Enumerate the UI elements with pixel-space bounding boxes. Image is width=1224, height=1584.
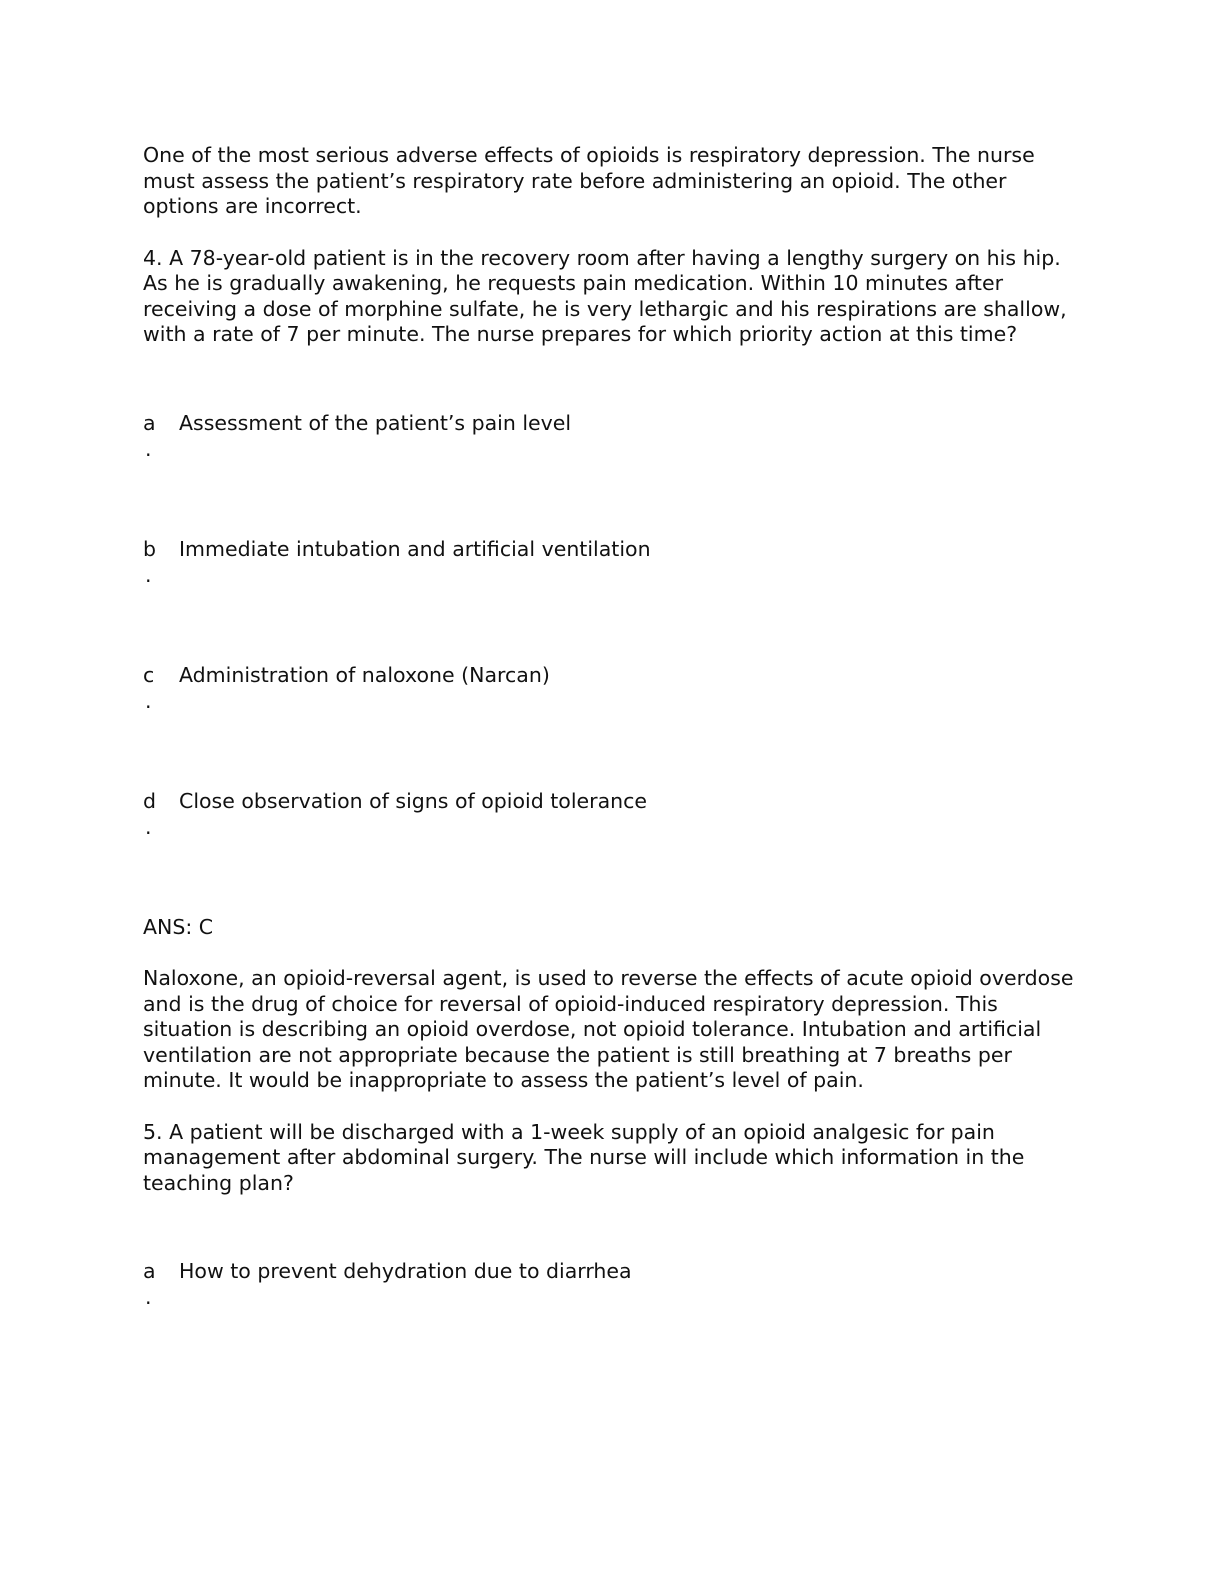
option-letter: b xyxy=(143,536,157,561)
q4-option-a xyxy=(143,411,1083,463)
document-page xyxy=(143,143,1083,1311)
option-letter: a xyxy=(143,410,156,435)
question-5-stem: 5. A patient will be discharged with a 1-week supply of an opioid analgesic for pain management after abdominal surgery. The nurse will include which information in the teaching plan? xyxy=(143,1119,1025,1195)
option-text: Assessment of the patient’s pain level xyxy=(179,410,572,435)
option-dot: . xyxy=(145,562,152,587)
option-dot: . xyxy=(145,688,152,713)
option-letter: d xyxy=(143,788,157,813)
option-letter: c xyxy=(143,662,155,687)
option-dot: . xyxy=(145,814,152,839)
q4-option-b xyxy=(143,537,1083,589)
question-4-answer: ANS: C xyxy=(143,914,214,939)
option-dot: . xyxy=(145,1285,152,1309)
option-text: Close observation of signs of opioid tolerance xyxy=(179,788,648,813)
intro-rationale: One of the most serious adverse effects of opioids is respiratory depression. The nurse must assess the patient’s respiratory rate before administering an opioid. The other options are incorrect. xyxy=(143,143,1035,218)
question-4-rationale: Naloxone, an opioid-reversal agent, is used to reverse the effects of acute opioid overdose and is the drug of choice for reversal of opioid-induced respiratory depression. This situation is describing an opioid overdose, not opioid tolerance. Intubation and artificial ventilation are not appropriate because the patient is still breathing at 7 breaths per minute. It would be inappropriate to assess the patient’s level of pain. xyxy=(143,966,1074,1092)
option-dot: . xyxy=(145,436,152,461)
question-4-stem: 4. A 78-year-old patient is in the recovery room after having a lengthy surgery on his hip. As he is gradually awakening, he requests pain medication. Within 10 minutes after receiving a dose of morphine sulfate, he is very lethargic and his respirations are shallow, with a rate of 7 per minute. The nurse prepares for which priority action at this time? xyxy=(143,245,1067,346)
q5-option-a xyxy=(143,1259,1083,1311)
option-text: Immediate intubation and artificial ventilation xyxy=(179,536,651,561)
option-text: How to prevent dehydration due to diarrhea xyxy=(179,1259,632,1283)
q4-option-d xyxy=(143,789,1083,841)
q4-option-c xyxy=(143,663,1083,715)
option-letter: a xyxy=(143,1259,156,1283)
option-text: Administration of naloxone (Narcan) xyxy=(179,662,550,687)
